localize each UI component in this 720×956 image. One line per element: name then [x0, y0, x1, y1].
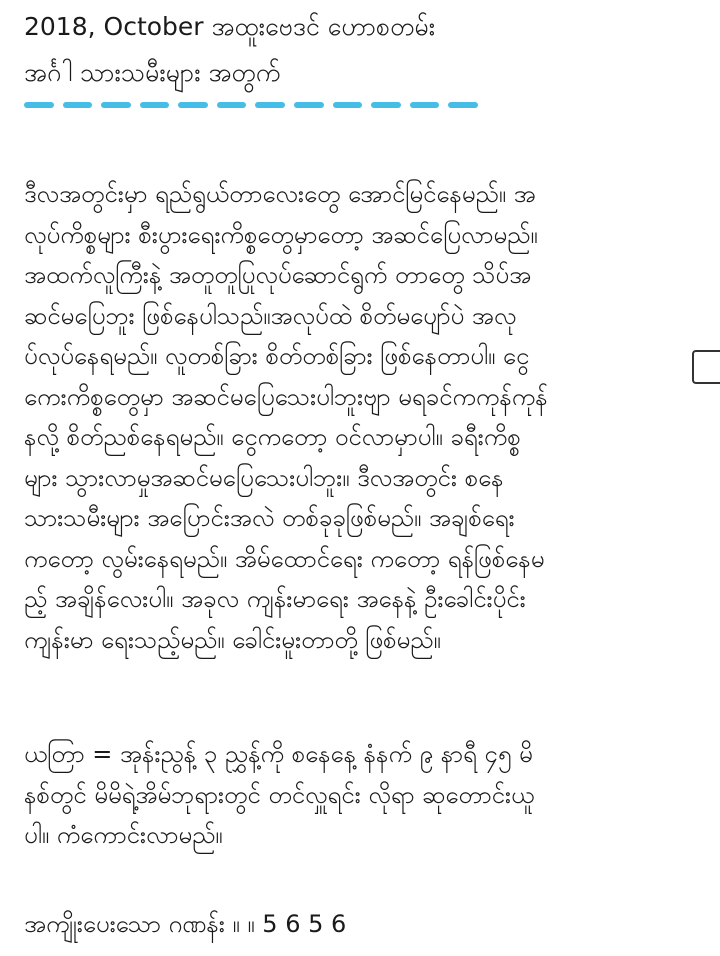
divider-dash	[371, 102, 401, 108]
divider-dash	[24, 102, 54, 108]
note-line: ပါ။ ကံကောင်းလာမည်။	[24, 821, 223, 849]
divider-dash	[294, 102, 324, 108]
lucky-number: အကျိုးပေးသော ဂဏန်း ။ ။ 5 6 5 6	[24, 910, 347, 938]
remedy-note	[24, 734, 720, 856]
body-line: နလို့ စိတ်ညစ်နေရမည်။ ငွေကတော့ ဝင်လာမှာပါ။ ခရီးကိစ္စ	[24, 423, 521, 451]
divider-dash	[333, 102, 363, 108]
body-line: ပ်လုပ်နေရမည်။ လူတစ်ခြား စိတ်တစ်ခြား ဖြစ်နေတာပါ။ ငွေ	[24, 342, 530, 370]
body-line: ကတော့ လွမ်းနေရမည်။ အိမ်ထောင်ရေး ကတော့ ရန်ဖြစ်နေမ	[24, 544, 545, 573]
title-line-1: 2018, October အထူးဗေဒင် ဟောစတမ်း	[24, 12, 436, 41]
horoscope-body	[24, 174, 720, 660]
body-line: သားသမီးများ အပြောင်းအလဲ တစ်ခုခုဖြစ်မည်။ အချစ်ရေး	[24, 504, 515, 532]
dashed-divider	[24, 102, 478, 108]
divider-dash	[101, 102, 131, 108]
body-line: လုပ်ကိစ္စများ စီးပွားရေးကိစ္စတွေမှာတော့ အဆင်ပြေလာမည်။	[24, 220, 538, 249]
title-line-2: အင်္ဂါ သားသမီးများ အတွက်	[24, 58, 281, 87]
body-line: ည့် အချိန်လေးပါ။ အခုလ ကျန်းမာရေး အနေနဲ့ ဦးခေါင်းပိုင်း	[24, 585, 526, 613]
body-line: ဒီလအတွင်းမှာ ရည်ရွယ်တာလေးတွေ အောင်မြင်နေမည်။ အ	[24, 180, 536, 208]
divider-dash	[217, 102, 247, 108]
body-line: ဆင်မပြေဘူး ဖြစ်နေပါသည်။အလုပ်ထဲ စိတ်မပျော်ပဲ အလု	[24, 301, 517, 330]
missing-glyph-box	[692, 350, 720, 384]
divider-dash	[410, 102, 440, 108]
body-line: အထက်လူကြီးနဲ့ အတူတူပြုလုပ်ဆောင်ရွက် တာတွေ သိပ်အ	[24, 261, 532, 289]
note-line: ယတြာ = အုန်းညွန့် ၃ ညွှန့်ကို စနေနေ့ နံနက် ၉ နာရီ ၄၅ မိ	[24, 740, 533, 768]
body-line: ကျန်းမာ ရေးသည့်မည်။ ခေါင်းမူးတာတို့ ဖြစ်မည်။	[24, 625, 441, 654]
divider-dash	[448, 102, 478, 108]
divider-dash	[178, 102, 208, 108]
body-line: များ သွားလာမှုအဆင်မပြေသေးပါဘူး။ ဒီလအတွင်း စနေ	[24, 463, 504, 492]
divider-dash	[255, 102, 285, 108]
note-line: နစ်တွင် မိမိရဲ့အိမ်ဘုရားတွင် တင်လှူရင်း လိုရာ ဆုတောင်းယူ	[24, 780, 535, 809]
divider-dash	[63, 102, 93, 108]
divider-dash	[140, 102, 170, 108]
body-line: ကေးကိစ္စတွေမှာ အဆင်မပြေသေးပါဘူးဗျာ မရခင်ကကုန်ကုန်	[24, 382, 548, 411]
page-title	[24, 4, 704, 96]
